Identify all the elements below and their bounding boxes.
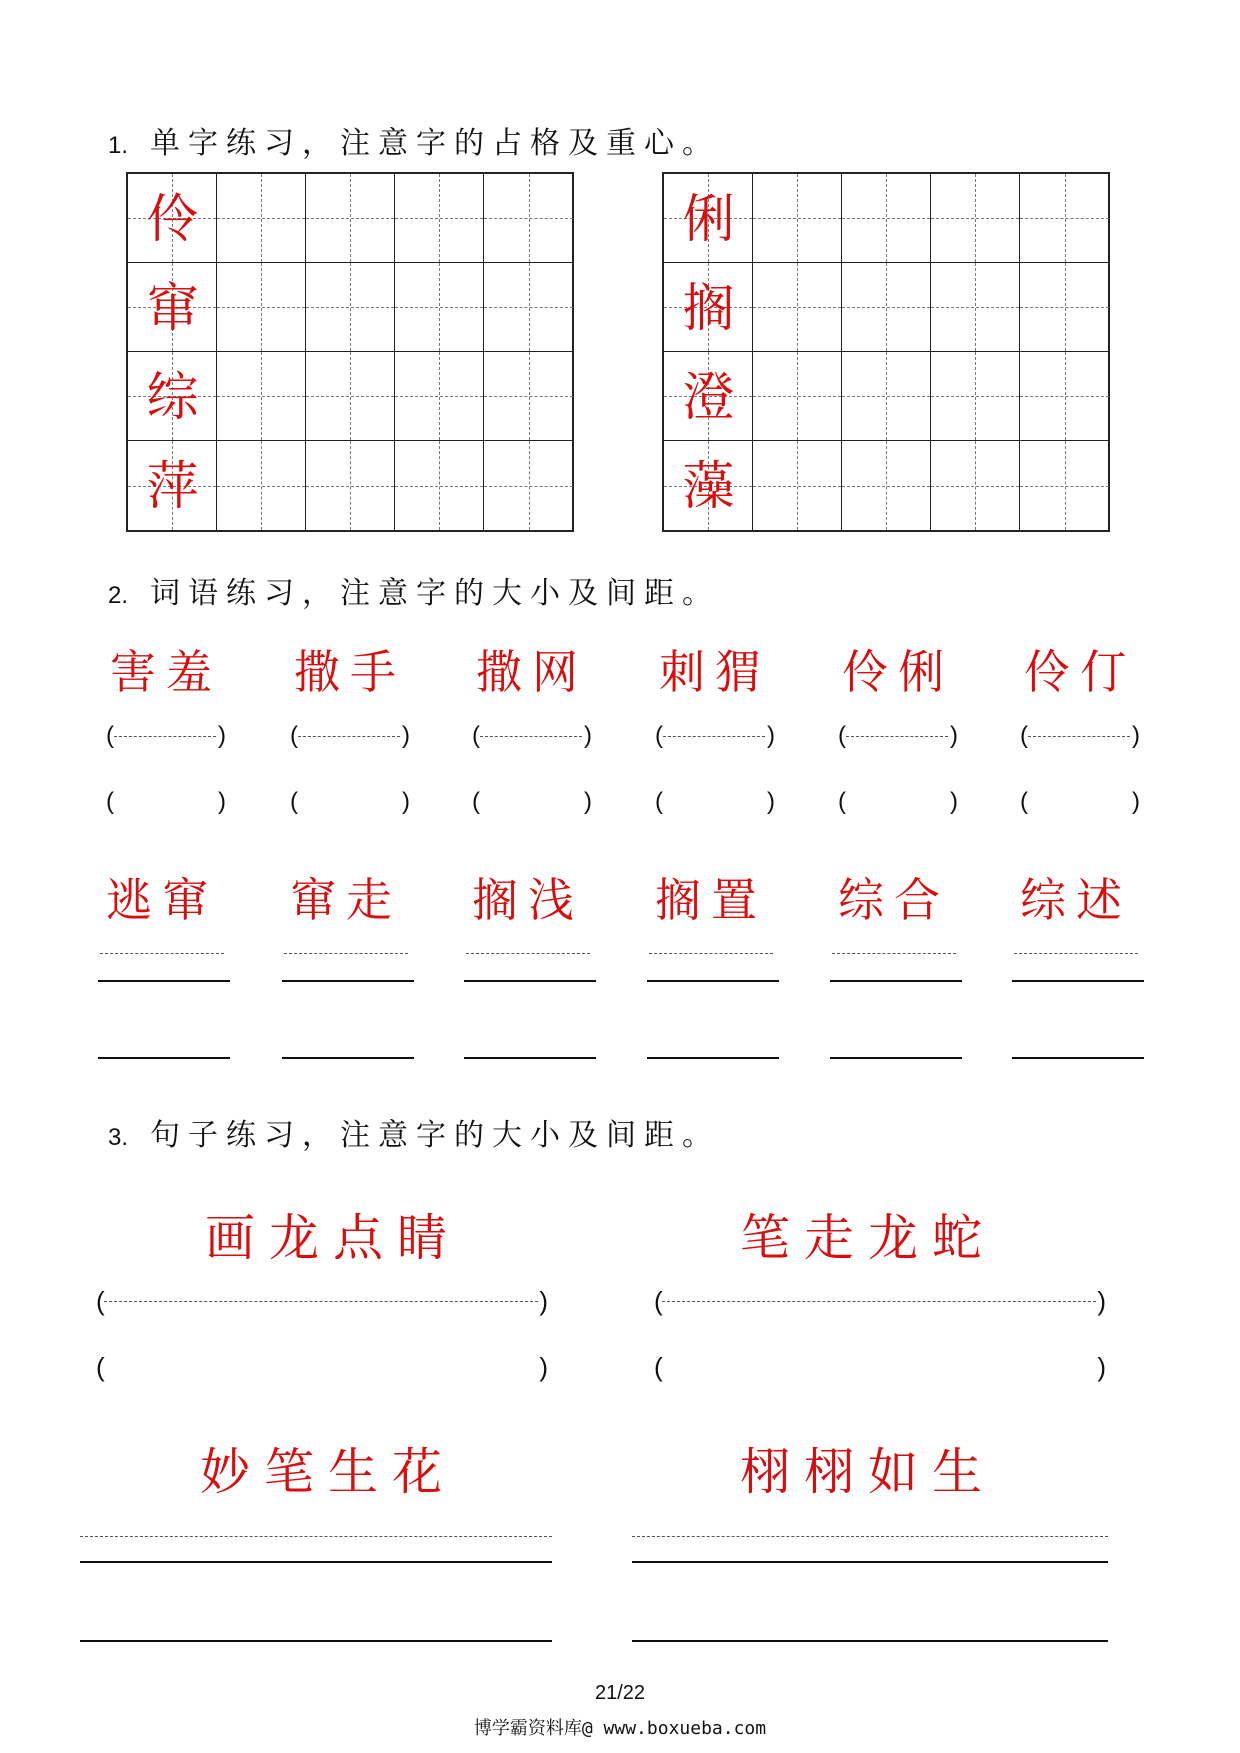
model-character: 藻 — [682, 457, 735, 517]
writing-line[interactable] — [830, 1057, 962, 1059]
practice-cell[interactable] — [217, 352, 306, 441]
grid-row — [664, 352, 1108, 441]
grid-row — [128, 441, 572, 530]
pinyin-blank[interactable] — [96, 1352, 548, 1382]
section-title-text: 词语练习，注意字的大小及间距。 — [150, 576, 721, 611]
guide-dashed-line — [466, 953, 590, 954]
word-row2: 综合 — [838, 873, 950, 927]
practice-cell[interactable] — [1020, 174, 1109, 263]
grid-row — [128, 263, 572, 352]
paren-close: ) — [402, 788, 410, 815]
writing-line[interactable] — [80, 1640, 552, 1642]
paren-close: ) — [584, 722, 592, 749]
paren-open: ( — [472, 788, 480, 815]
model-character: 澄 — [682, 368, 735, 428]
model-char-cell — [664, 441, 753, 530]
practice-cell[interactable] — [306, 441, 395, 530]
word-row2: 综述 — [1020, 873, 1132, 927]
word-row2: 逃窜 — [106, 873, 218, 927]
paren-open: ( — [106, 788, 114, 815]
paren-open: ( — [96, 1286, 105, 1316]
model-character: 俐 — [682, 190, 735, 250]
guide-dashed-line — [1014, 953, 1138, 954]
paren-close: ) — [402, 722, 410, 749]
section-3-title — [108, 1110, 720, 1154]
practice-cell[interactable] — [484, 174, 573, 263]
paren-open: ( — [655, 722, 663, 749]
word-row2: 搁浅 — [472, 873, 584, 927]
writing-line[interactable] — [1012, 1057, 1144, 1059]
pinyin-blank[interactable] — [655, 788, 775, 818]
paren-open: ( — [655, 788, 663, 815]
phrase-top-left: 画龙点睛 — [205, 1209, 461, 1267]
writing-line[interactable] — [1012, 980, 1144, 982]
paren-open: ( — [96, 1352, 105, 1382]
paren-close: ) — [950, 788, 958, 815]
writing-line[interactable] — [632, 1640, 1108, 1642]
writing-line[interactable] — [647, 1057, 779, 1059]
practice-cell[interactable] — [306, 174, 395, 263]
pinyin-blank-dashed[interactable] — [1020, 722, 1140, 752]
paren-close: ) — [950, 722, 958, 749]
pinyin-blank[interactable] — [472, 788, 592, 818]
practice-cell[interactable] — [217, 263, 306, 352]
paren-open: ( — [654, 1286, 663, 1316]
guide-dashed-line — [649, 953, 773, 954]
section-number: 2. — [108, 582, 129, 609]
paren-open: ( — [1020, 788, 1028, 815]
phrase-bottom-left: 妙笔生花 — [200, 1443, 456, 1501]
practice-cell[interactable] — [842, 263, 931, 352]
paren-close: ) — [218, 788, 226, 815]
page-number: 21/22 — [594, 1682, 646, 1704]
pinyin-blank-dashed[interactable] — [654, 1286, 1106, 1316]
practice-cell[interactable] — [217, 174, 306, 263]
pinyin-blank-dashed[interactable] — [655, 722, 775, 752]
paren-open: ( — [106, 722, 114, 749]
pinyin-blank[interactable] — [654, 1352, 1106, 1382]
practice-cell[interactable] — [931, 352, 1020, 441]
model-char-cell — [664, 352, 753, 441]
paren-open: ( — [290, 722, 298, 749]
paren-close: ) — [767, 722, 775, 749]
phrase-bottom-right: 栩栩如生 — [740, 1443, 996, 1501]
practice-cell[interactable] — [306, 263, 395, 352]
word-row1: 伶俐 — [842, 645, 954, 699]
model-character: 萍 — [146, 457, 199, 517]
writing-line[interactable] — [98, 980, 230, 982]
model-char-cell — [128, 263, 217, 352]
pinyin-blank[interactable] — [838, 788, 958, 818]
section-title-text: 单字练习，注意字的占格及重心。 — [150, 126, 721, 161]
model-char-cell — [664, 174, 753, 263]
paren-close: ) — [218, 722, 226, 749]
guide-dashed-line — [632, 1536, 1108, 1537]
paren-close: ) — [1097, 1286, 1106, 1316]
section-number: 1. — [108, 132, 129, 159]
section-2-title — [108, 568, 720, 612]
word-row1: 撒网 — [476, 645, 588, 699]
practice-cell[interactable] — [931, 263, 1020, 352]
paren-close: ) — [1132, 788, 1140, 815]
grid-row — [664, 174, 1108, 263]
practice-cell[interactable] — [753, 174, 842, 263]
pinyin-blank-dashed[interactable] — [106, 722, 226, 752]
paren-open: ( — [654, 1352, 663, 1382]
practice-cell[interactable] — [395, 352, 484, 441]
phrase-top-right: 笔走龙蛇 — [740, 1209, 996, 1267]
paren-close: ) — [1097, 1352, 1106, 1382]
grid-row — [664, 441, 1108, 530]
practice-cell[interactable] — [306, 352, 395, 441]
model-character: 综 — [146, 368, 199, 428]
paren-open: ( — [838, 722, 846, 749]
writing-line[interactable] — [647, 980, 779, 982]
section-number: 3. — [108, 1124, 129, 1151]
grid-row — [128, 352, 572, 441]
section-1-title — [108, 118, 720, 162]
word-row1: 害羞 — [110, 645, 222, 699]
paren-close: ) — [539, 1286, 548, 1316]
right-practice-grid — [662, 172, 1110, 532]
paren-open: ( — [472, 722, 480, 749]
writing-line[interactable] — [98, 1057, 230, 1059]
left-practice-grid — [126, 172, 574, 532]
paren-close: ) — [539, 1352, 548, 1382]
model-character: 伶 — [146, 190, 199, 250]
paren-open: ( — [838, 788, 846, 815]
practice-cell[interactable] — [395, 441, 484, 530]
model-char-cell — [128, 352, 217, 441]
paren-close: ) — [584, 788, 592, 815]
practice-cell[interactable] — [484, 441, 573, 530]
paren-open: ( — [290, 788, 298, 815]
practice-cell[interactable] — [1020, 263, 1109, 352]
practice-cell[interactable] — [842, 174, 931, 263]
model-char-cell — [128, 174, 217, 263]
pinyin-blank[interactable] — [290, 788, 410, 818]
paren-close: ) — [767, 788, 775, 815]
practice-cell[interactable] — [395, 263, 484, 352]
grid-row — [664, 263, 1108, 352]
pinyin-blank-dashed[interactable] — [96, 1286, 548, 1316]
guide-dashed-line — [100, 953, 224, 954]
writing-line[interactable] — [282, 980, 414, 982]
practice-cell[interactable] — [753, 263, 842, 352]
practice-cell[interactable] — [484, 352, 573, 441]
practice-cell[interactable] — [217, 441, 306, 530]
writing-line[interactable] — [80, 1561, 552, 1563]
word-row1: 伶仃 — [1024, 645, 1136, 699]
site-watermark: 博学霸资料库@ www.boxueba.com — [473, 1718, 767, 1739]
practice-cell[interactable] — [753, 441, 842, 530]
writing-line[interactable] — [282, 1057, 414, 1059]
guide-dashed-line — [832, 953, 956, 954]
model-character: 搁 — [682, 279, 735, 339]
practice-cell[interactable] — [842, 352, 931, 441]
paren-open: ( — [1020, 722, 1028, 749]
practice-cell[interactable] — [931, 174, 1020, 263]
practice-cell[interactable] — [753, 352, 842, 441]
grid-row — [128, 174, 572, 263]
word-row2: 搁置 — [655, 873, 767, 927]
pinyin-blank[interactable] — [106, 788, 226, 818]
model-character: 窜 — [146, 279, 199, 339]
writing-line[interactable] — [464, 980, 596, 982]
guide-dashed-line — [284, 953, 408, 954]
practice-cell[interactable] — [931, 441, 1020, 530]
practice-cell[interactable] — [484, 263, 573, 352]
writing-line[interactable] — [830, 980, 962, 982]
word-row2: 窜走 — [290, 873, 402, 927]
pinyin-blank-dashed[interactable] — [472, 722, 592, 752]
writing-line[interactable] — [464, 1057, 596, 1059]
model-char-cell — [128, 441, 217, 530]
paren-close: ) — [1132, 722, 1140, 749]
pinyin-blank-dashed[interactable] — [838, 722, 958, 752]
pinyin-blank[interactable] — [1020, 788, 1140, 818]
practice-cell[interactable] — [395, 174, 484, 263]
practice-cell[interactable] — [842, 441, 931, 530]
writing-line[interactable] — [632, 1561, 1108, 1563]
model-char-cell — [664, 263, 753, 352]
guide-dashed-line — [80, 1536, 552, 1537]
practice-cell[interactable] — [1020, 352, 1109, 441]
section-title-text: 句子练习，注意字的大小及间距。 — [150, 1118, 721, 1153]
practice-cell[interactable] — [1020, 441, 1109, 530]
word-row1: 撒手 — [294, 645, 406, 699]
word-row1: 刺猬 — [659, 645, 771, 699]
pinyin-blank-dashed[interactable] — [290, 722, 410, 752]
